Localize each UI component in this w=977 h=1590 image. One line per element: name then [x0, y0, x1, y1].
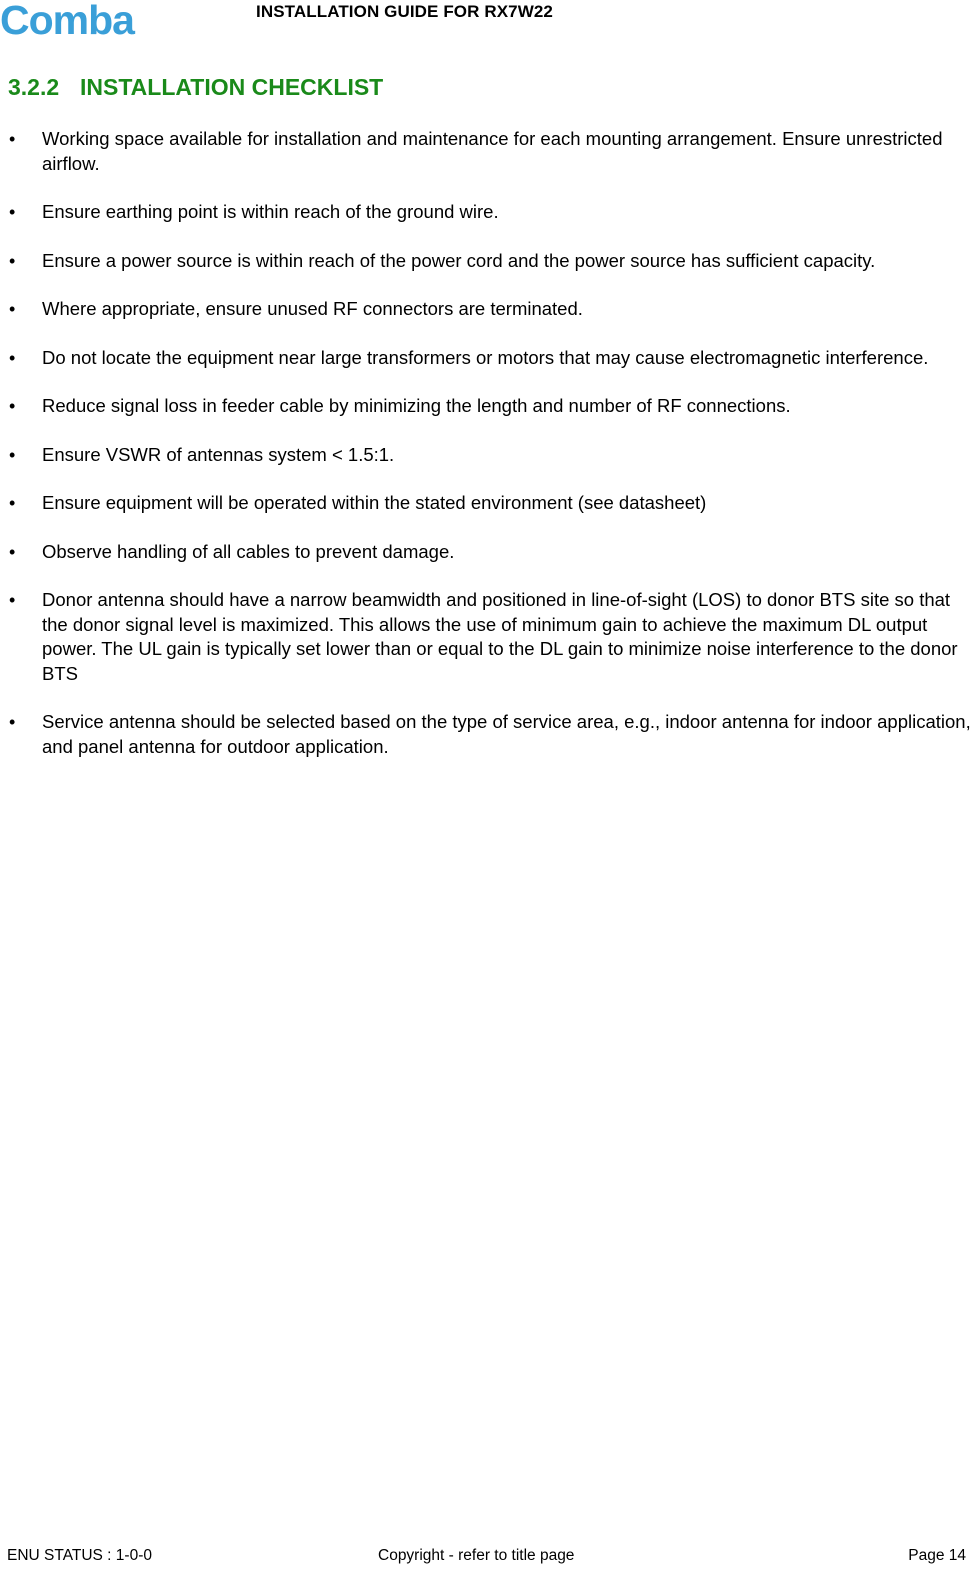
checklist-item-text: Do not locate the equipment near large transformers or motors that may cause electromagnetic interference.: [42, 346, 929, 368]
page-header: [0, 0, 977, 44]
bullet-icon: •: [9, 396, 16, 416]
section-title: INSTALLATION CHECKLIST: [80, 74, 384, 100]
checklist-item-text: Ensure VSWR of antennas system < 1.5:1.: [42, 443, 395, 465]
checklist-item: [0, 346, 977, 371]
copyright-notice: Copyright - refer to title page: [378, 1547, 575, 1564]
comba-logo: [0, 1, 182, 43]
checklist-item-text: Working space available for installation and maintenance for each mounting arrangement. Ensure unrestricted airflow.: [42, 128, 943, 174]
bullet-icon: •: [9, 590, 16, 610]
bullet-icon: •: [9, 202, 16, 222]
page-footer: [0, 1547, 977, 1571]
checklist-item-text: Ensure equipment will be operated within the stated environment (see datasheet): [42, 492, 707, 513]
checklist-item-text: Where appropriate, ensure unused RF connectors are terminated.: [42, 298, 583, 319]
bullet-icon: •: [9, 541, 16, 562]
bullet-icon: •: [9, 493, 16, 513]
checklist-item: [0, 127, 977, 176]
bullet-icon: •: [9, 347, 16, 368]
installation-checklist: [0, 127, 977, 783]
checklist-item: [0, 249, 977, 274]
checklist-item: [0, 443, 977, 468]
page-number: Page 14: [908, 1547, 966, 1564]
bullet-icon: •: [9, 299, 16, 319]
checklist-item-text: Ensure a power source is within reach of the power cord and the power source has sufficient capacity.: [42, 249, 876, 271]
checklist-item: [0, 200, 977, 225]
document-title: INSTALLATION GUIDE FOR RX7W22: [256, 2, 553, 21]
checklist-item: [0, 588, 977, 686]
checklist-item: [0, 491, 977, 516]
section-heading: [8, 74, 383, 101]
bullet-icon: •: [9, 129, 16, 149]
svg-text:Comba: Comba: [0, 1, 134, 43]
checklist-item: [0, 710, 977, 759]
bullet-icon: •: [9, 250, 16, 271]
document-status: ENU STATUS : 1-0-0: [7, 1547, 152, 1564]
checklist-item-text: Service antenna should be selected based on the type of service area, e.g., indoor antenna for indoor application, and panel antenna for outdoor application.: [42, 711, 971, 757]
checklist-item: [0, 394, 977, 419]
checklist-item: [0, 297, 977, 322]
bullet-icon: •: [9, 444, 16, 465]
section-number: 3.2.2: [8, 74, 60, 100]
checklist-item-text: Observe handling of all cables to prevent damage.: [42, 540, 455, 562]
checklist-item-text: Ensure earthing point is within reach of the ground wire.: [42, 201, 499, 222]
bullet-icon: •: [9, 712, 16, 732]
checklist-item-text: Reduce signal loss in feeder cable by minimizing the length and number of RF connections.: [42, 395, 791, 416]
checklist-item-text: Donor antenna should have a narrow beamwidth and positioned in line-of-sight (LOS) to donor BTS site so that the donor signal level is maximized. This allows the use of minimum gain to achieve the maximum DL output power. The UL gain is typically set lower than or equal to the DL gain to minimize noise interference to the donor BTS: [42, 589, 958, 684]
checklist-item: [0, 540, 977, 565]
